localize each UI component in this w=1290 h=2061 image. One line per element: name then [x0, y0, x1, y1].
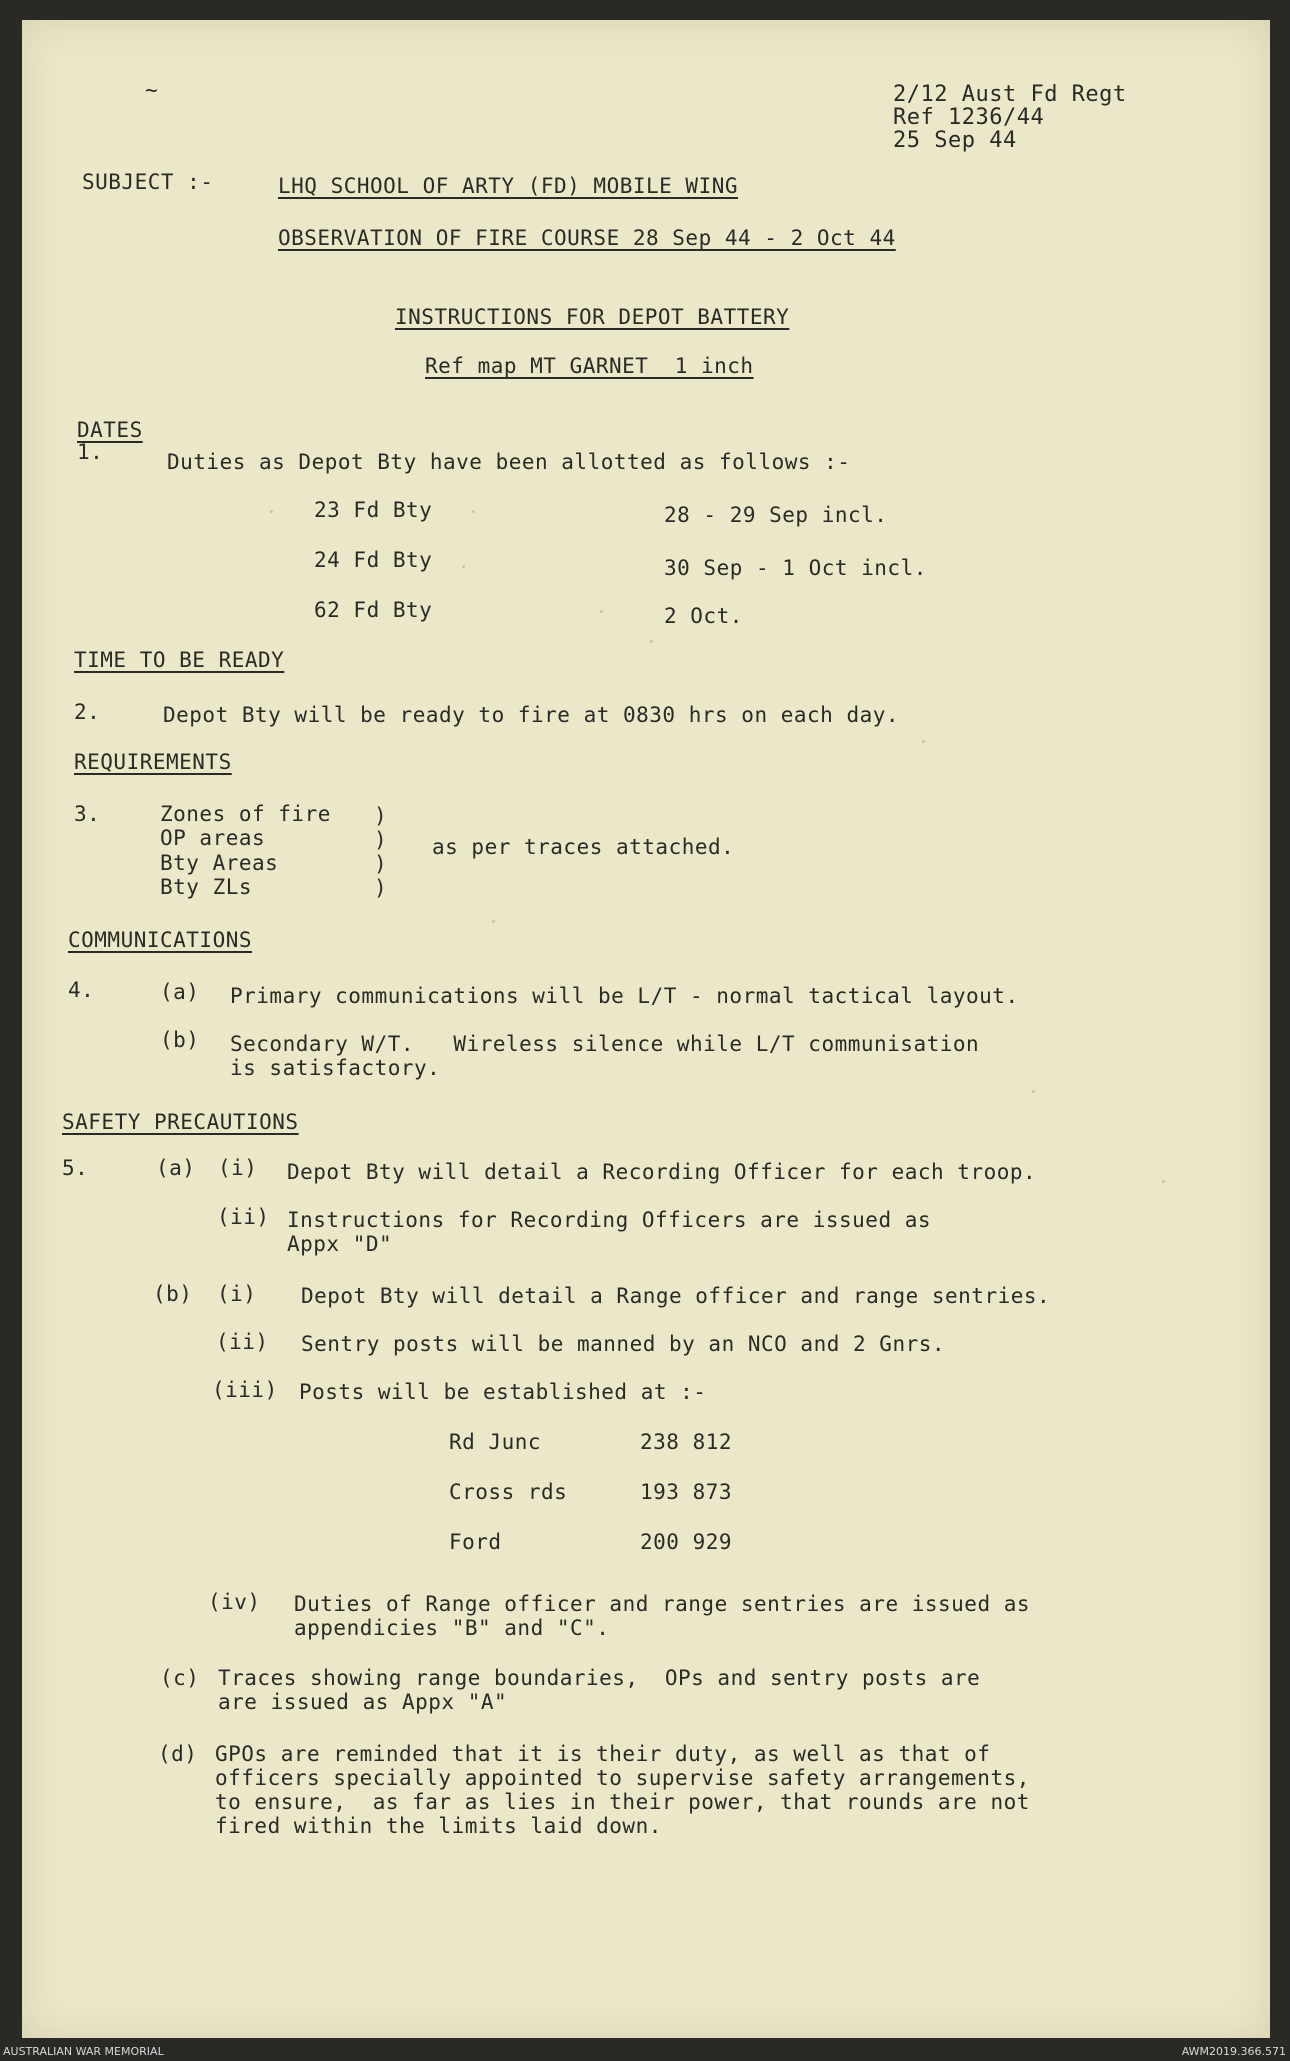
paper-speck [270, 510, 273, 513]
footer-left: AUSTRALIAN WAR MEMORIAL [3, 2045, 164, 2058]
document-page [22, 20, 1270, 2038]
safety-number: 5. [62, 1156, 89, 1180]
dates-number: 1. [77, 440, 104, 464]
subject-line-4: Ref map MT GARNET 1 inch [425, 354, 754, 378]
comms-a-text: Primary communications will be L/T - normal tactical layout. [230, 984, 1019, 1008]
ref-unit: 2/12 Aust Fd Regt [893, 82, 1127, 107]
dates-row-1-dates: 28 - 29 Sep incl. [664, 503, 888, 527]
post-3-ref: 200 929 [640, 1530, 733, 1554]
subject-line-1: LHQ SCHOOL OF ARTY (FD) MOBILE WING [278, 174, 739, 198]
safety-c-line-2: are issued as Appx "A" [218, 1690, 508, 1714]
safety-a-i-text: Depot Bty will detail a Recording Officer for each troop. [287, 1160, 1037, 1184]
ref-date: 25 Sep 44 [893, 128, 1017, 153]
requirements-item-2: OP areas [160, 826, 266, 850]
safety-c-label: (c) [160, 1666, 200, 1690]
paper-speck [1032, 1090, 1035, 1093]
safety-b-iii-text: Posts will be established at :- [299, 1380, 707, 1404]
safety-b-iv-line-1: Duties of Range officer and range sentries are issued as [294, 1592, 1031, 1616]
safety-a-ii-line-1: Instructions for Recording Officers are issued as [287, 1208, 932, 1232]
safety-b-i-text: Depot Bty will detail a Range officer and range sentries. [301, 1284, 1051, 1308]
dates-row-3-dates: 2 Oct. [664, 604, 743, 628]
requirements-item-1: Zones of fire [160, 802, 331, 826]
dates-row-2-bty: 24 Fd Bty [314, 548, 433, 572]
safety-a-ii-label: (ii) [217, 1205, 270, 1229]
archive-footer [0, 2041, 1290, 2061]
paper-speck [462, 565, 465, 568]
requirements-item-3: Bty Areas [160, 851, 279, 875]
comms-a-label: (a) [160, 980, 200, 1004]
safety-b-iv-line-2: appendicies "B" and "C". [294, 1616, 610, 1640]
footer-right: AWM2019.366.571 [1181, 2045, 1286, 2058]
paper-speck [600, 610, 603, 613]
subject-line-3: INSTRUCTIONS FOR DEPOT BATTERY [395, 305, 790, 329]
safety-a-i-label: (i) [218, 1156, 258, 1180]
dates-intro: Duties as Depot Bty have been allotted as follows :- [167, 450, 851, 474]
requirements-note: as per traces attached. [432, 835, 735, 859]
ready-text: Depot Bty will be ready to fire at 0830 hrs on each day. [163, 703, 900, 727]
dates-row-1-bty: 23 Fd Bty [314, 498, 433, 522]
comms-b-label: (b) [160, 1028, 200, 1052]
safety-d-line-3: to ensure, as far as lies in their power, that rounds are not [215, 1790, 1030, 1814]
dates-heading: DATES [77, 418, 143, 442]
safety-heading: SAFETY PRECAUTIONS [62, 1110, 299, 1134]
requirements-brace-4: ) [374, 876, 388, 900]
ready-number: 2. [74, 700, 101, 724]
post-2-place: Cross rds [449, 1480, 568, 1504]
comms-number: 4. [68, 978, 95, 1002]
subject-label: SUBJECT :- [82, 170, 214, 194]
requirements-brace-3: ) [374, 852, 388, 876]
post-1-ref: 238 812 [640, 1430, 733, 1454]
safety-b-label: (b) [153, 1282, 193, 1306]
safety-c-line-1: Traces showing range boundaries, OPs and sentry posts are [218, 1666, 981, 1690]
comms-heading: COMMUNICATIONS [68, 928, 253, 952]
safety-d-line-4: fired within the limits laid down. [215, 1814, 662, 1838]
safety-b-ii-text: Sentry posts will be manned by an NCO and 2 Gnrs. [301, 1332, 946, 1356]
subject-line-2: OBSERVATION OF FIRE COURSE 28 Sep 44 - 2 Oct 44 [278, 226, 896, 250]
safety-b-iv-label: (iv) [208, 1590, 261, 1614]
safety-d-label: (d) [158, 1742, 198, 1766]
corner-mark: ~ [145, 78, 159, 102]
ref-number: Ref 1236/44 [893, 105, 1045, 130]
safety-a-label: (a) [156, 1156, 196, 1180]
post-3-place: Ford [449, 1530, 502, 1554]
requirements-item-4: Bty ZLs [160, 875, 253, 899]
safety-b-i-label: (i) [217, 1282, 257, 1306]
paper-speck [922, 740, 925, 743]
safety-b-iii-label: (iii) [212, 1378, 278, 1402]
safety-b-ii-label: (ii) [216, 1330, 269, 1354]
requirements-heading: REQUIREMENTS [74, 750, 232, 774]
paper-speck [650, 640, 653, 643]
post-1-place: Rd Junc [449, 1430, 542, 1454]
paper-speck [1162, 1180, 1165, 1183]
comms-b-line-2: is satisfactory. [230, 1056, 441, 1080]
dates-row-3-bty: 62 Fd Bty [314, 598, 433, 622]
dates-row-2-dates: 30 Sep - 1 Oct incl. [664, 556, 927, 580]
requirements-brace-1: ) [374, 804, 388, 828]
safety-d-line-2: officers specially appointed to supervise safety arrangements, [215, 1766, 1030, 1790]
comms-b-line-1: Secondary W/T. Wireless silence while L/T communisation [230, 1032, 980, 1056]
ready-heading: TIME TO BE READY [74, 648, 285, 672]
requirements-brace-2: ) [374, 828, 388, 852]
paper-speck [492, 920, 495, 923]
paper-speck [472, 510, 475, 513]
requirements-number: 3. [74, 802, 101, 826]
safety-a-ii-line-2: Appx "D" [287, 1232, 393, 1256]
safety-d-line-1: GPOs are reminded that it is their duty, as well as that of [215, 1742, 991, 1766]
post-2-ref: 193 873 [640, 1480, 733, 1504]
